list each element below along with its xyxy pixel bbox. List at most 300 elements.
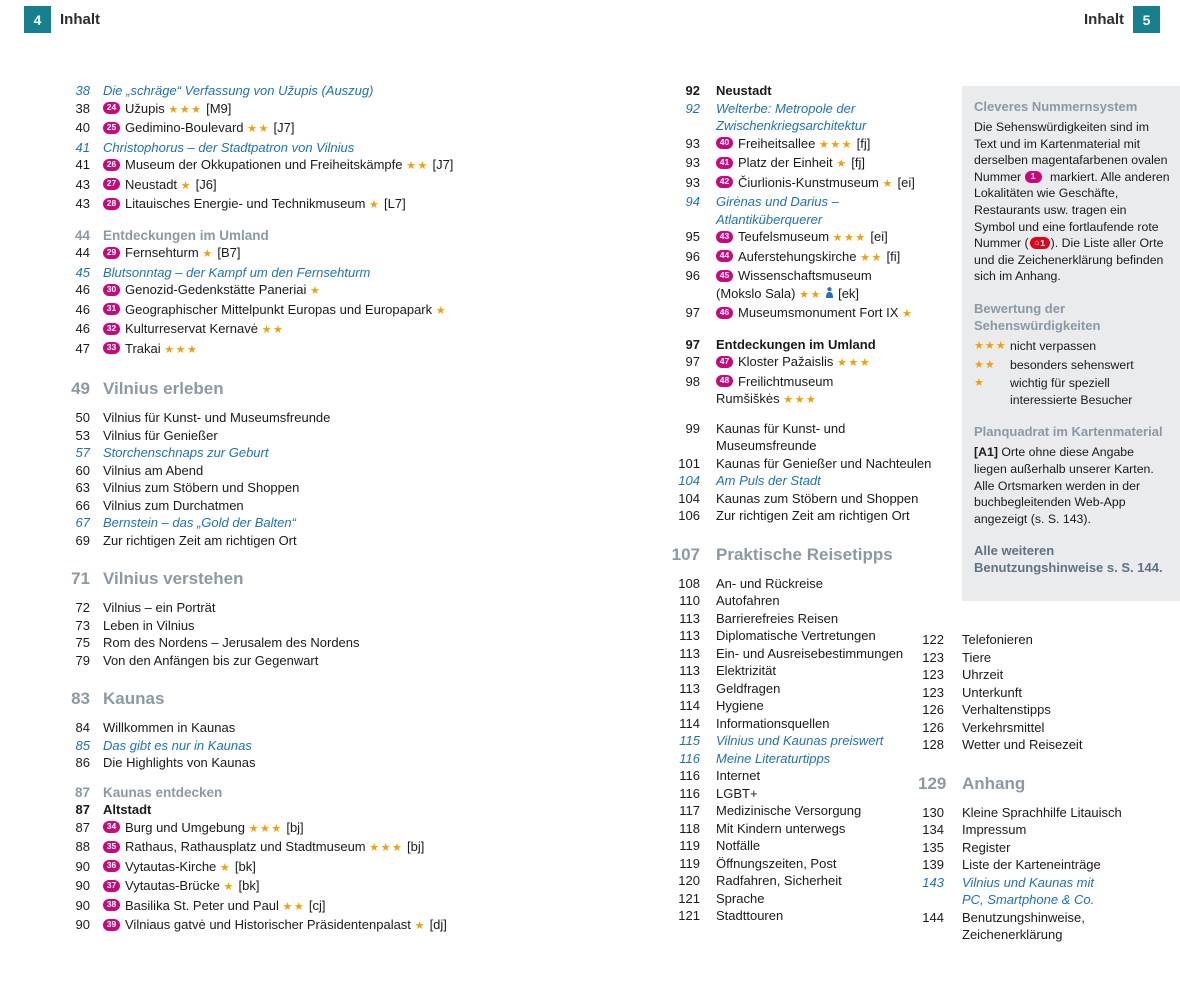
- entry-label: Liste der Karteneinträge: [962, 857, 1101, 873]
- entry-label: Von den Anfängen bis zur Gegenwart: [103, 652, 319, 668]
- page-number: 53: [75, 427, 90, 443]
- toc-column-middle: [666, 82, 958, 925]
- page-number: 114: [679, 698, 700, 713]
- toc-entry-row: [38, 340, 623, 360]
- entry-text: [962, 804, 1180, 822]
- entry-label: Öffnungszeiten, Post: [716, 855, 837, 871]
- paragraph-text: ). Die Liste aller Orte und die Zeichenerklärung befinden sich im Anhang.: [974, 236, 1164, 284]
- star-rating: ★★★: [248, 822, 283, 835]
- page-number: 49: [71, 379, 90, 398]
- toc-entry-row: [38, 801, 623, 819]
- entry-text: [103, 119, 623, 139]
- toc-section-row: [918, 773, 1180, 795]
- map-grid-ref: [bj]: [406, 839, 425, 854]
- entry-label: Vilnius verstehen: [103, 569, 244, 588]
- page-number-badge-right: 5: [1133, 6, 1160, 33]
- entry-text: [103, 264, 623, 282]
- entry-text: [103, 897, 623, 917]
- section-title: [103, 227, 623, 245]
- star-rating: ★★★: [818, 138, 854, 151]
- entry-label: Neustadt: [716, 83, 772, 98]
- toc-entry-row: [38, 320, 623, 340]
- info-box-paragraph: [974, 444, 1170, 527]
- star-rating: ★★★: [369, 842, 404, 854]
- star-legend-row: [974, 357, 1170, 374]
- entry-label: Welterbe: Metropole der: [716, 100, 856, 116]
- page-number: 46: [75, 282, 90, 297]
- sight-number-badge: 34: [103, 821, 120, 833]
- entry-text: [103, 82, 623, 100]
- toc-entry-row: [38, 427, 623, 445]
- star-rating: ★: [414, 920, 426, 932]
- entry-label: Uhrzeit: [962, 667, 1004, 683]
- page-number: 97: [685, 305, 700, 320]
- entry-label: Mit Kindern unterwegs: [716, 820, 846, 836]
- red-location-badge: ⌂ 1: [1030, 237, 1050, 249]
- entry-label: Barrierefreies Reisen: [716, 610, 839, 626]
- page-number: 69: [75, 532, 90, 548]
- toc-entry-row: [38, 156, 623, 176]
- header-title-left: Inhalt: [60, 11, 100, 28]
- page-number: 128: [922, 737, 944, 753]
- entry-label: Kaunas für Kunst- und: [716, 420, 846, 436]
- sight-number-badge: 44: [716, 250, 733, 262]
- toc-entry-row: [38, 599, 623, 617]
- page-number: 101: [678, 455, 700, 471]
- entry-text: [103, 176, 623, 196]
- entry-label: Kulturreservat Kernavė: [125, 321, 258, 336]
- page-number: 143: [922, 874, 944, 890]
- page-number: 113: [679, 610, 700, 626]
- info-box-section: [974, 98, 1170, 285]
- toc-section-row: [38, 784, 623, 802]
- page-number: 95: [685, 229, 700, 244]
- entry-text: [962, 666, 1180, 684]
- entry-label: Freilichtmuseum: [738, 373, 834, 389]
- entry-text: [103, 340, 623, 360]
- entry-label: Vilnius und Kaunas preiswert: [716, 733, 884, 748]
- sight-number-badge: 43: [716, 231, 733, 243]
- page-number: 90: [75, 917, 90, 932]
- page-number: 126: [922, 702, 944, 718]
- toc-entry-row: [38, 819, 623, 839]
- toc-section-row: [38, 227, 623, 245]
- info-box-title: Planquadrat im Kartenmaterial: [974, 424, 1163, 440]
- entry-label-line2: Atlantiküberquerer: [716, 211, 823, 227]
- sight-number-badge: 27: [103, 178, 120, 190]
- entry-text: [962, 839, 1180, 857]
- toc-entry-row: [666, 507, 958, 525]
- map-grid-ref: [bk]: [234, 858, 256, 874]
- section-title: [962, 773, 1180, 795]
- toc-entry-row: [918, 736, 1180, 754]
- entry-label: Unterkunft: [962, 684, 1022, 700]
- entry-label: Radfahren, Sicherheit: [716, 873, 842, 888]
- toc-section-row: [38, 568, 623, 590]
- entry-label: Verkehrsmittel: [962, 719, 1045, 735]
- entry-label-line2: Rumšiškės: [716, 391, 780, 406]
- page-number: 85: [75, 737, 90, 753]
- toc-entry-row: [38, 100, 623, 120]
- legend-label: wichtig für speziell interessierte Besucher: [1010, 376, 1133, 407]
- entry-text: [103, 617, 623, 635]
- entry-text: [103, 652, 623, 670]
- entry-label: Entdeckungen im Umland: [716, 336, 876, 352]
- info-box: [962, 86, 1180, 601]
- toc-entry-row: [38, 838, 623, 858]
- page-number: 144: [922, 909, 944, 925]
- toc-entry-row: [666, 890, 958, 908]
- entry-label: Vilnius zum Durchatmen: [103, 497, 244, 513]
- star-rating: ★: [882, 177, 894, 190]
- entry-label: Platz der Einheit: [738, 155, 833, 170]
- page-number: 47: [75, 340, 90, 356]
- sight-number-badge: 45: [716, 270, 733, 282]
- page-number: 107: [671, 544, 700, 564]
- page-number: 87: [74, 784, 90, 800]
- entry-label: Telefonieren: [962, 632, 1033, 648]
- entry-label: Kaunas: [103, 689, 165, 708]
- toc-entry-row: [38, 301, 623, 321]
- page-number: 90: [75, 897, 90, 913]
- sight-number-badge: 33: [103, 342, 120, 354]
- sight-number-badge: 41: [716, 157, 733, 169]
- entry-label: Museumsmonument Fort IX: [738, 305, 899, 320]
- page-number: 50: [75, 410, 90, 425]
- page-number: 60: [75, 462, 90, 478]
- entry-label: Elektrizität: [716, 663, 776, 678]
- family-icon: [825, 285, 834, 303]
- entry-text: [103, 737, 623, 755]
- info-box-title: Bewertung der Sehenswürdigkeiten: [974, 300, 1101, 333]
- entry-label: Vilnius – ein Porträt: [103, 600, 216, 615]
- toc-entry-row: [38, 877, 623, 897]
- legend-label: nicht verpassen: [1010, 338, 1097, 353]
- entry-text: [962, 701, 1180, 719]
- entry-label: Entdeckungen im Umland: [103, 227, 269, 243]
- info-box-section: [974, 300, 1170, 408]
- entry-text: [962, 856, 1180, 874]
- star-rating: ★★★: [837, 357, 872, 369]
- entry-label: Meine Literaturtipps: [716, 750, 831, 766]
- toc-entry-row: [666, 490, 958, 508]
- star-rating: ★: [836, 158, 848, 170]
- toc-entry-row: [666, 610, 958, 628]
- toc-entry-row: [666, 715, 958, 733]
- toc-section-row: [666, 336, 958, 354]
- entry-label: Vilnius und Kaunas mit: [962, 874, 1095, 890]
- toc-entry-row: [918, 874, 1180, 909]
- page-number: 57: [75, 445, 90, 460]
- entry-label: Stadttouren: [716, 908, 784, 923]
- map-grid-ref: [M9]: [206, 100, 232, 116]
- toc-section-row: [38, 378, 623, 400]
- entry-label: Burg und Umgebung: [125, 819, 245, 835]
- sight-number-badge: 48: [716, 375, 733, 387]
- entry-label: Užupis: [125, 100, 165, 116]
- info-box-section: [974, 423, 1170, 527]
- toc-entry-row: [918, 649, 1180, 667]
- page-number: 135: [922, 839, 944, 855]
- info-box-section: [974, 542, 1170, 576]
- toc-entry-row: [666, 575, 958, 593]
- entry-label: Fernsehturm: [125, 245, 199, 260]
- toc-entry-row: [38, 281, 623, 301]
- page-number: 123: [922, 649, 944, 665]
- entry-label: Bernstein – das „Gold der Balten“: [103, 515, 296, 530]
- toc-entry-row: [666, 592, 958, 610]
- star-rating: ★: [435, 304, 448, 317]
- entry-label: Impressum: [962, 822, 1027, 838]
- entry-label: Vilnius für Genießer: [103, 427, 218, 443]
- toc-entry-row: [666, 248, 958, 268]
- map-grid-ref: [B7]: [217, 245, 241, 260]
- entry-label: Die „schräge“ Verfassung von Užupis (Auszug): [103, 83, 374, 98]
- entry-label-line2: Zwischenkriegsarchitektur: [716, 118, 867, 133]
- star-rating: ★★: [247, 123, 270, 135]
- toc-entry-row: [666, 767, 958, 785]
- entry-text: [103, 599, 623, 617]
- page-number: 84: [75, 720, 90, 735]
- entry-label: Wissenschaftsmuseum: [738, 268, 872, 283]
- page-number: 90: [75, 878, 90, 893]
- entry-label: Kaunas entdecken: [103, 784, 223, 800]
- entry-label: Altstadt: [103, 802, 152, 817]
- toc-entry-row: [38, 916, 623, 936]
- entry-text: [103, 532, 623, 550]
- star-rating: ★★: [261, 324, 285, 336]
- page-number: 104: [678, 473, 700, 488]
- page-number: 139: [922, 857, 944, 873]
- page-number: 113: [679, 663, 700, 678]
- legend-label: besonders sehenswert: [1010, 357, 1134, 372]
- page-number: 121: [678, 890, 700, 906]
- entry-text: [103, 719, 623, 737]
- entry-label: Geographischer Mittelpunkt Europas und Europapark: [125, 301, 433, 317]
- entry-text: [103, 139, 623, 157]
- header-right: [1084, 6, 1160, 33]
- page-number: 40: [75, 120, 90, 135]
- map-grid-ref: [fj]: [851, 155, 866, 170]
- info-box-sections: [974, 98, 1170, 576]
- toc-entry-row: [38, 479, 623, 497]
- star-rating: ★: [369, 199, 381, 211]
- page-number: 41: [75, 157, 90, 172]
- entry-text: [103, 281, 623, 301]
- page-number: 98: [685, 373, 700, 389]
- toc-entry-row: [666, 837, 958, 855]
- entry-text: [103, 409, 623, 427]
- toc-entry-row: [666, 472, 958, 490]
- entry-text: [103, 244, 623, 264]
- toc-entry-row: [918, 821, 1180, 839]
- toc-section-row: [666, 544, 958, 566]
- star-rating: ★: [310, 285, 322, 297]
- star-rating: ★: [202, 248, 214, 260]
- toc-entry-row: [38, 444, 623, 462]
- page-number: 73: [75, 617, 90, 633]
- sight-number-badge: 26: [103, 159, 120, 171]
- toc-entry-row: [38, 897, 623, 917]
- entry-text: [103, 838, 623, 858]
- page-number: 92: [685, 100, 700, 116]
- page-number: 63: [75, 480, 90, 495]
- page-number: 94: [685, 194, 700, 209]
- page-number: 97: [685, 354, 700, 369]
- toc-rows-left: [38, 82, 623, 936]
- entry-text: [103, 479, 623, 497]
- entry-label: Vytautas-Kirche: [125, 858, 217, 874]
- sight-number-badge: 36: [103, 860, 120, 872]
- entry-text: [962, 649, 1180, 667]
- map-grid-ref: [cj]: [308, 897, 326, 913]
- section-title: [103, 784, 623, 802]
- entry-label: Wetter und Reisezeit: [962, 737, 1083, 753]
- entry-text: [103, 634, 623, 652]
- entry-label: Storchenschnaps zur Geburt: [103, 445, 269, 460]
- page-number: 120: [678, 873, 700, 888]
- page-number: 129: [918, 773, 947, 793]
- toc-entry-row: [666, 82, 958, 100]
- entry-label: Notfälle: [716, 838, 761, 853]
- toc-section-row: [38, 688, 623, 710]
- star-rating: ★★★: [974, 339, 1007, 352]
- page-number: 113: [679, 680, 700, 696]
- entry-label: Vilnius am Abend: [103, 462, 204, 478]
- toc-column-right: [918, 82, 1180, 944]
- sight-number-badge: 31: [103, 303, 120, 315]
- page-number: 72: [75, 600, 90, 615]
- entry-text: [962, 909, 1180, 944]
- page-number: 90: [75, 858, 90, 874]
- page-number: 119: [679, 855, 700, 871]
- toc-entry-row: [666, 697, 958, 715]
- page-number: 119: [679, 838, 700, 853]
- toc-entry-row: [666, 645, 958, 663]
- entry-text: [962, 821, 1180, 839]
- sight-number-badge: 1: [1025, 171, 1042, 183]
- toc-entry-row: [666, 750, 958, 768]
- page-number: 116: [679, 785, 700, 801]
- sight-number-badge: 37: [103, 880, 120, 892]
- entry-label: Teufelsmuseum: [738, 229, 830, 244]
- page-number: 123: [922, 667, 944, 683]
- entry-text: [103, 877, 623, 897]
- entry-text: [103, 497, 623, 515]
- entry-text: [103, 462, 623, 480]
- page-number: 67: [75, 515, 90, 530]
- page-header: [0, 6, 1180, 38]
- map-grid-ref: [dj]: [429, 917, 447, 932]
- page-number: 121: [678, 908, 700, 923]
- entry-label: Hygiene: [716, 698, 764, 713]
- info-box-paragraph: [974, 119, 1170, 285]
- entry-label: Girėnas und Darius –: [716, 194, 839, 209]
- toc-entry-row: [666, 353, 958, 373]
- page-number: 122: [922, 632, 944, 648]
- page-number: 44: [74, 227, 90, 243]
- toc-entry-row: [666, 855, 958, 873]
- page-number: 88: [75, 839, 90, 854]
- section-title: [103, 688, 623, 710]
- page-number: 134: [922, 822, 944, 838]
- toc-entry-row: [918, 631, 1180, 649]
- toc-entry-row: [38, 532, 623, 550]
- entry-text: [962, 736, 1180, 754]
- entry-label: Blutsonntag – der Kampf um den Fernsehturm: [103, 264, 371, 280]
- page-number: 115: [679, 733, 700, 748]
- star-rating: ★: [974, 377, 985, 390]
- sight-number-badge: 25: [103, 122, 120, 134]
- entry-label: Čiurlionis-Kunstmuseum: [738, 174, 879, 190]
- entry-text: [103, 100, 623, 120]
- entry-label: Vilnius für Kunst- und Museumsfreunde: [103, 410, 331, 425]
- toc-rows-right: [918, 631, 1180, 944]
- sight-number-badge: 24: [103, 102, 120, 114]
- toc-entry-row: [666, 373, 958, 410]
- page-number: 83: [71, 689, 90, 708]
- sight-number-badge: 42: [716, 176, 733, 188]
- toc-entry-row: [666, 820, 958, 838]
- entry-label: Gedimino-Boulevard: [125, 120, 244, 135]
- toc-entry-row: [38, 754, 623, 772]
- entry-label: Praktische Reisetipps: [716, 544, 893, 564]
- entry-label-line2: PC, Smartphone & Co.: [962, 892, 1095, 908]
- star-rating: ★: [180, 179, 193, 192]
- page-number: 79: [75, 652, 90, 668]
- toc-entry-row: [918, 804, 1180, 822]
- toc-entry-row: [38, 497, 623, 515]
- entry-text: [103, 444, 623, 462]
- toc-entry-row: [918, 666, 1180, 684]
- page-number: 93: [685, 174, 700, 190]
- info-box-title: Alle weiteren Benutzungshinweise s. S. 144.: [974, 543, 1163, 576]
- entry-label: Internet: [716, 768, 761, 783]
- page-number: 104: [678, 490, 700, 506]
- page-number: 113: [679, 645, 700, 661]
- toc-entry-row: [666, 662, 958, 680]
- page-number: 44: [75, 245, 90, 260]
- page-number: 75: [75, 635, 90, 650]
- page-number: 123: [922, 684, 944, 700]
- map-grid-ref: [bk]: [238, 878, 260, 893]
- page-number: 38: [75, 83, 90, 98]
- toc-entry-row: [38, 514, 623, 532]
- map-grid-ref: [L7]: [384, 196, 406, 211]
- entry-label: Autofahren: [716, 593, 780, 608]
- entry-label: Vilnius erleben: [103, 379, 224, 398]
- toc-entry-row: [666, 420, 958, 455]
- map-grid-ref: [J6]: [195, 176, 217, 192]
- map-grid-ref: [ek]: [838, 285, 860, 301]
- column-spacer: [666, 410, 958, 420]
- page-number: 43: [75, 196, 90, 211]
- sight-number-badge: 40: [716, 137, 733, 149]
- page-number: 93: [685, 135, 700, 151]
- toc-entry-row: [666, 455, 958, 473]
- map-grid-ref: [fj]: [856, 135, 871, 151]
- star-rating: ★★★: [168, 103, 203, 116]
- entry-label: Die Highlights von Kaunas: [103, 755, 256, 770]
- sight-number-badge: 29: [103, 247, 120, 259]
- star-rating: ★: [223, 881, 235, 893]
- page-number: 71: [71, 569, 90, 588]
- paragraph-text: Orte ohne diese Angabe liegen außerhalb unserer Karten. Alle Ortsmarken werden in der buchbegleitenden Web-App angezeigt (s. S. 143).: [974, 445, 1154, 526]
- entry-label: Trakai: [125, 340, 161, 356]
- toc-entry-row: [666, 100, 958, 135]
- toc-entry-row: [666, 627, 958, 645]
- page-number: 130: [922, 804, 944, 820]
